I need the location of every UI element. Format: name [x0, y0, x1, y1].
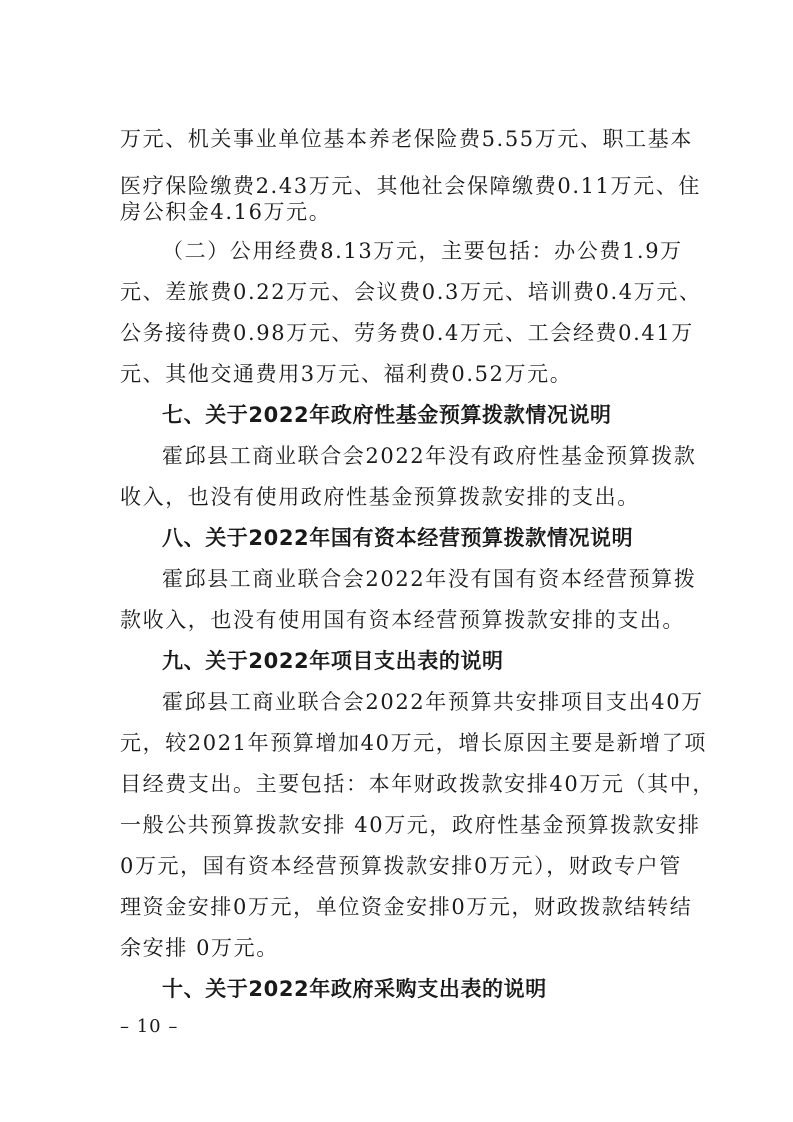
section-heading-10: 十、关于2022年政府采购支出表的说明 [162, 977, 547, 1001]
section-heading-9: 九、关于2022年项目支出表的说明 [162, 649, 504, 673]
text-line: 理资金安排0万元，单位资金安排0万元，财政拨款结转结 [120, 895, 693, 919]
text-line: 收入，也没有使用政府性基金预算拨款安排的支出。 [120, 485, 640, 509]
text-line: 元、差旅费0.22万元、会议费0.3万元、培训费0.4万元、 [120, 280, 702, 304]
text-line: 款收入，也没有使用国有资本经营预算拨款安排的支出。 [120, 608, 685, 632]
text-line: 医疗保险缴费2.43万元、其他社会保障缴费0.11万元、住 [120, 174, 701, 198]
text-line: 元，较2021年预算增加40万元，增长原因主要是新增了项 [120, 731, 707, 755]
section-heading-7: 七、关于2022年政府性基金预算拨款情况说明 [162, 403, 612, 427]
text-line: 元、其他交通费用3万元、福利费0.52万元。 [120, 362, 573, 386]
text-line: 一般公共预算拨款安排 40万元，政府性基金预算拨款安排 [120, 813, 701, 837]
text-line: 0万元，国有资本经营预算拨款安排0万元），财政专户管 [120, 854, 682, 878]
paragraph-public-expenses: （二）公用经费8.13万元，主要包括：办公费1.9万 [162, 239, 683, 263]
text-line: 霍邱县工商业联合会2022年预算共安排项目支出40万 [162, 690, 704, 714]
text-line: 霍邱县工商业联合会2022年没有政府性基金预算拨款 [162, 444, 697, 468]
text-line: 万元、机关事业单位基本养老保险费5.55万元、职工基本 [120, 127, 693, 151]
text-line: 公务接待费0.98万元、劳务费0.4万元、工会经费0.41万 [120, 321, 694, 345]
text-line: 余安排 0万元。 [120, 936, 279, 960]
text-line: 目经费支出。主要包括：本年财政拨款安排40万元（其中， [120, 772, 715, 796]
text-line: 房公积金4.16万元。 [120, 200, 332, 224]
page-number: – 10 – [120, 1016, 179, 1037]
section-heading-8: 八、关于2022年国有资本经营预算拨款情况说明 [162, 526, 634, 550]
text-line: 霍邱县工商业联合会2022年没有国有资本经营预算拨 [162, 567, 697, 591]
